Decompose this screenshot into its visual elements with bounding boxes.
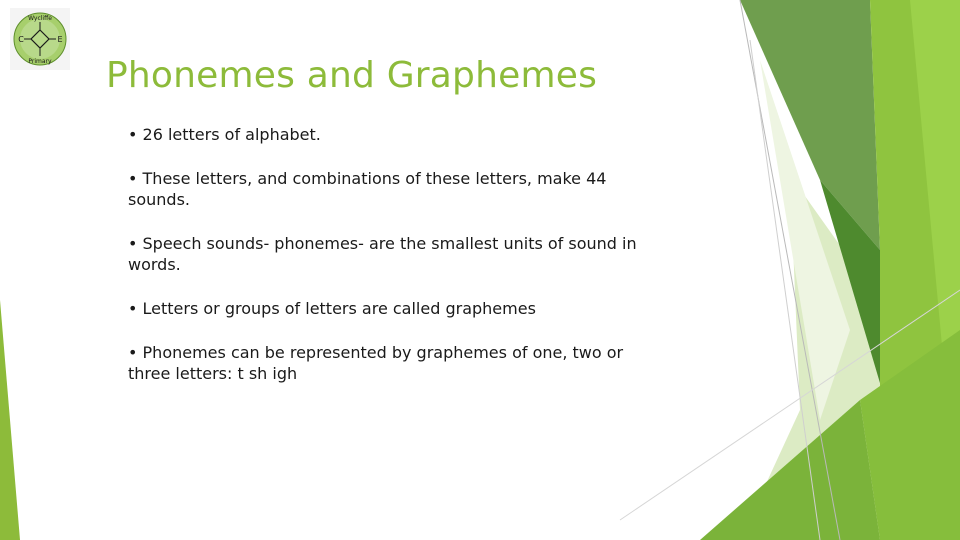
bullet-item: • Speech sounds- phonemes- are the smallest units of sound in words. <box>128 234 637 274</box>
logo-bottom-text: Primary <box>28 58 52 65</box>
bullet-item: • These letters, and combinations of these letters, make 44 sounds. <box>128 169 607 209</box>
logo-left-letter: C <box>18 35 24 44</box>
bullet-item: • Letters or groups of letters are called graphemes <box>128 299 536 318</box>
bullet-item: • 26 letters of alphabet. <box>128 125 321 144</box>
bullet-item: • Phonemes can be represented by graphemes of one, two or three letters: t sh igh <box>128 343 624 383</box>
slide-title: Phonemes and Graphemes <box>106 55 598 96</box>
left-green-sliver <box>0 300 20 540</box>
logo-right-letter: E <box>57 35 63 44</box>
bullet-list <box>128 124 658 407</box>
logo-top-text: Wycliffe <box>28 15 52 22</box>
school-logo <box>10 8 70 70</box>
bottom-green-facet <box>700 400 880 540</box>
